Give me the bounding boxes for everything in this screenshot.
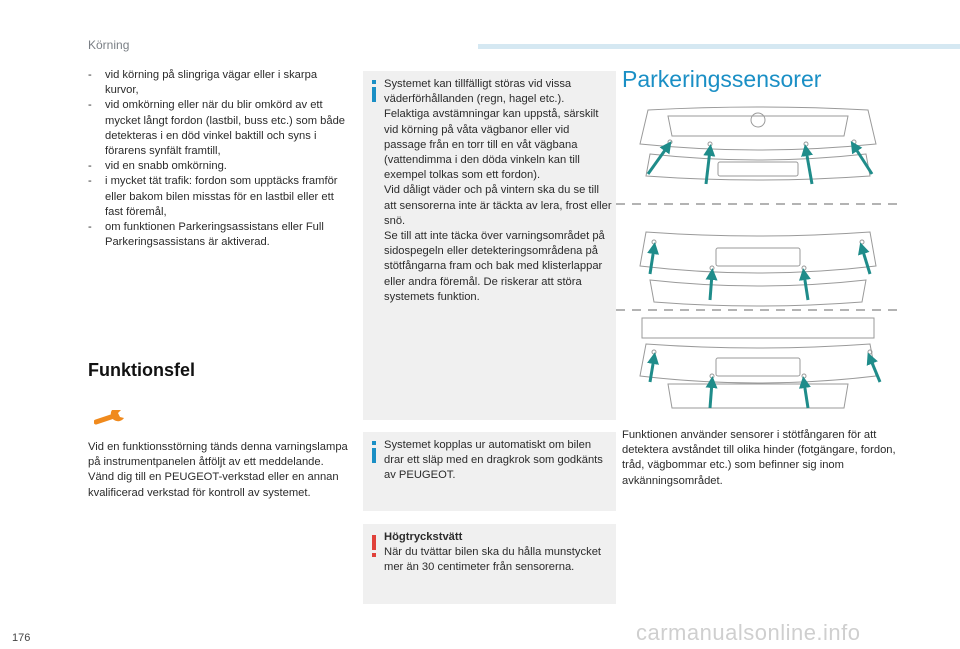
fault-description [88, 440, 350, 501]
info-text: Systemet kopplas ur automatiskt om bilen drar ett släp med en dragkrok som godkänts av PEUGEOT. [384, 439, 603, 482]
info-box-trailer [363, 432, 616, 511]
info-icon [368, 441, 380, 463]
header-title: Körning [88, 38, 130, 52]
list-item: - om funktionen Parkeringsassistans eller Full Parkeringsassistans är aktiverad. [88, 220, 350, 250]
parking-sensors-description: Funktionen använder sensorer i stötfångaren för att detektera avståndet till olika hinder (fotgängare, fordon, tråd, vägbommar etc.) som befinner sig inom avkänningsområdet. [622, 429, 896, 487]
list-item: - vid en snabb omkörning. [88, 159, 350, 174]
list-item: - vid omkörning eller när du blir omkörd av ett mycket långt fordon (lastbil, buss etc.) som både detekteras i en död vinkel baktill och syns i förarens synfält framtill, [88, 98, 350, 159]
list-item: - vid körning på slingriga vägar eller i skarpa kurvor, [88, 68, 350, 98]
warning-box-pressure-wash [363, 524, 616, 604]
section-title-parking-sensors: Parkeringssensorer [622, 66, 822, 92]
warning-title: Högtryckstvätt [384, 531, 463, 543]
front-bumper-illustration [640, 107, 876, 180]
info-text: Felaktiga avstämningar kan uppstå, särskilt vid körning på våta vägbanor eller vid passage från en torr till en våt vägbana (vattendimma i den döda vinkeln kan till exempel tolkas som ett fordon). [384, 108, 599, 182]
info-box-weather [363, 71, 616, 420]
wrench-icon [94, 404, 128, 428]
header-bar [478, 44, 960, 49]
bullet-list [88, 68, 350, 250]
info-icon [368, 80, 380, 102]
page-number: 176 [12, 632, 31, 644]
section-title-funktionsfel: Funktionsfel [88, 360, 195, 380]
list-item: - i mycket tät trafik: fordon som upptäcks framför eller bakom bilen misstas för en lastbil eller ett fast föremål, [88, 174, 350, 220]
warning-text: När du tvättar bilen ska du hålla munstycket mer än 30 centimeter från sensorerna. [384, 546, 602, 574]
rear-bumper-full-illustration [640, 318, 876, 408]
parking-sensors-figure [608, 104, 908, 414]
fault-text-line: Vänd dig till en PEUGEOT-verkstad eller en annan kvalificerad verkstad för kontroll av systemet. [88, 471, 339, 499]
info-text: Se till att inte täcka över varningsområdet på sidospegeln eller detekteringsområdena på stötfångarna fram och bak med klisterlappar eller andra föremål. De riskerar att störa systemets funktion. [384, 230, 605, 303]
exclamation-icon [368, 535, 380, 557]
info-text: Vid dåligt väder och på vintern ska du se till att sensorerna inte är täckta av lera, frost eller snö. [384, 184, 612, 227]
fault-text-line: Vid en funktionsstörning tänds denna varningslampa på instrumentpanelen åtföljt av ett meddelande. [88, 441, 348, 469]
rear-bumper-illustration [640, 232, 876, 306]
watermark: carmanualsonline.info [636, 620, 861, 645]
info-text: Systemet kan tillfälligt störas vid vissa väderförhållanden (regn, hagel etc.). [384, 78, 572, 106]
